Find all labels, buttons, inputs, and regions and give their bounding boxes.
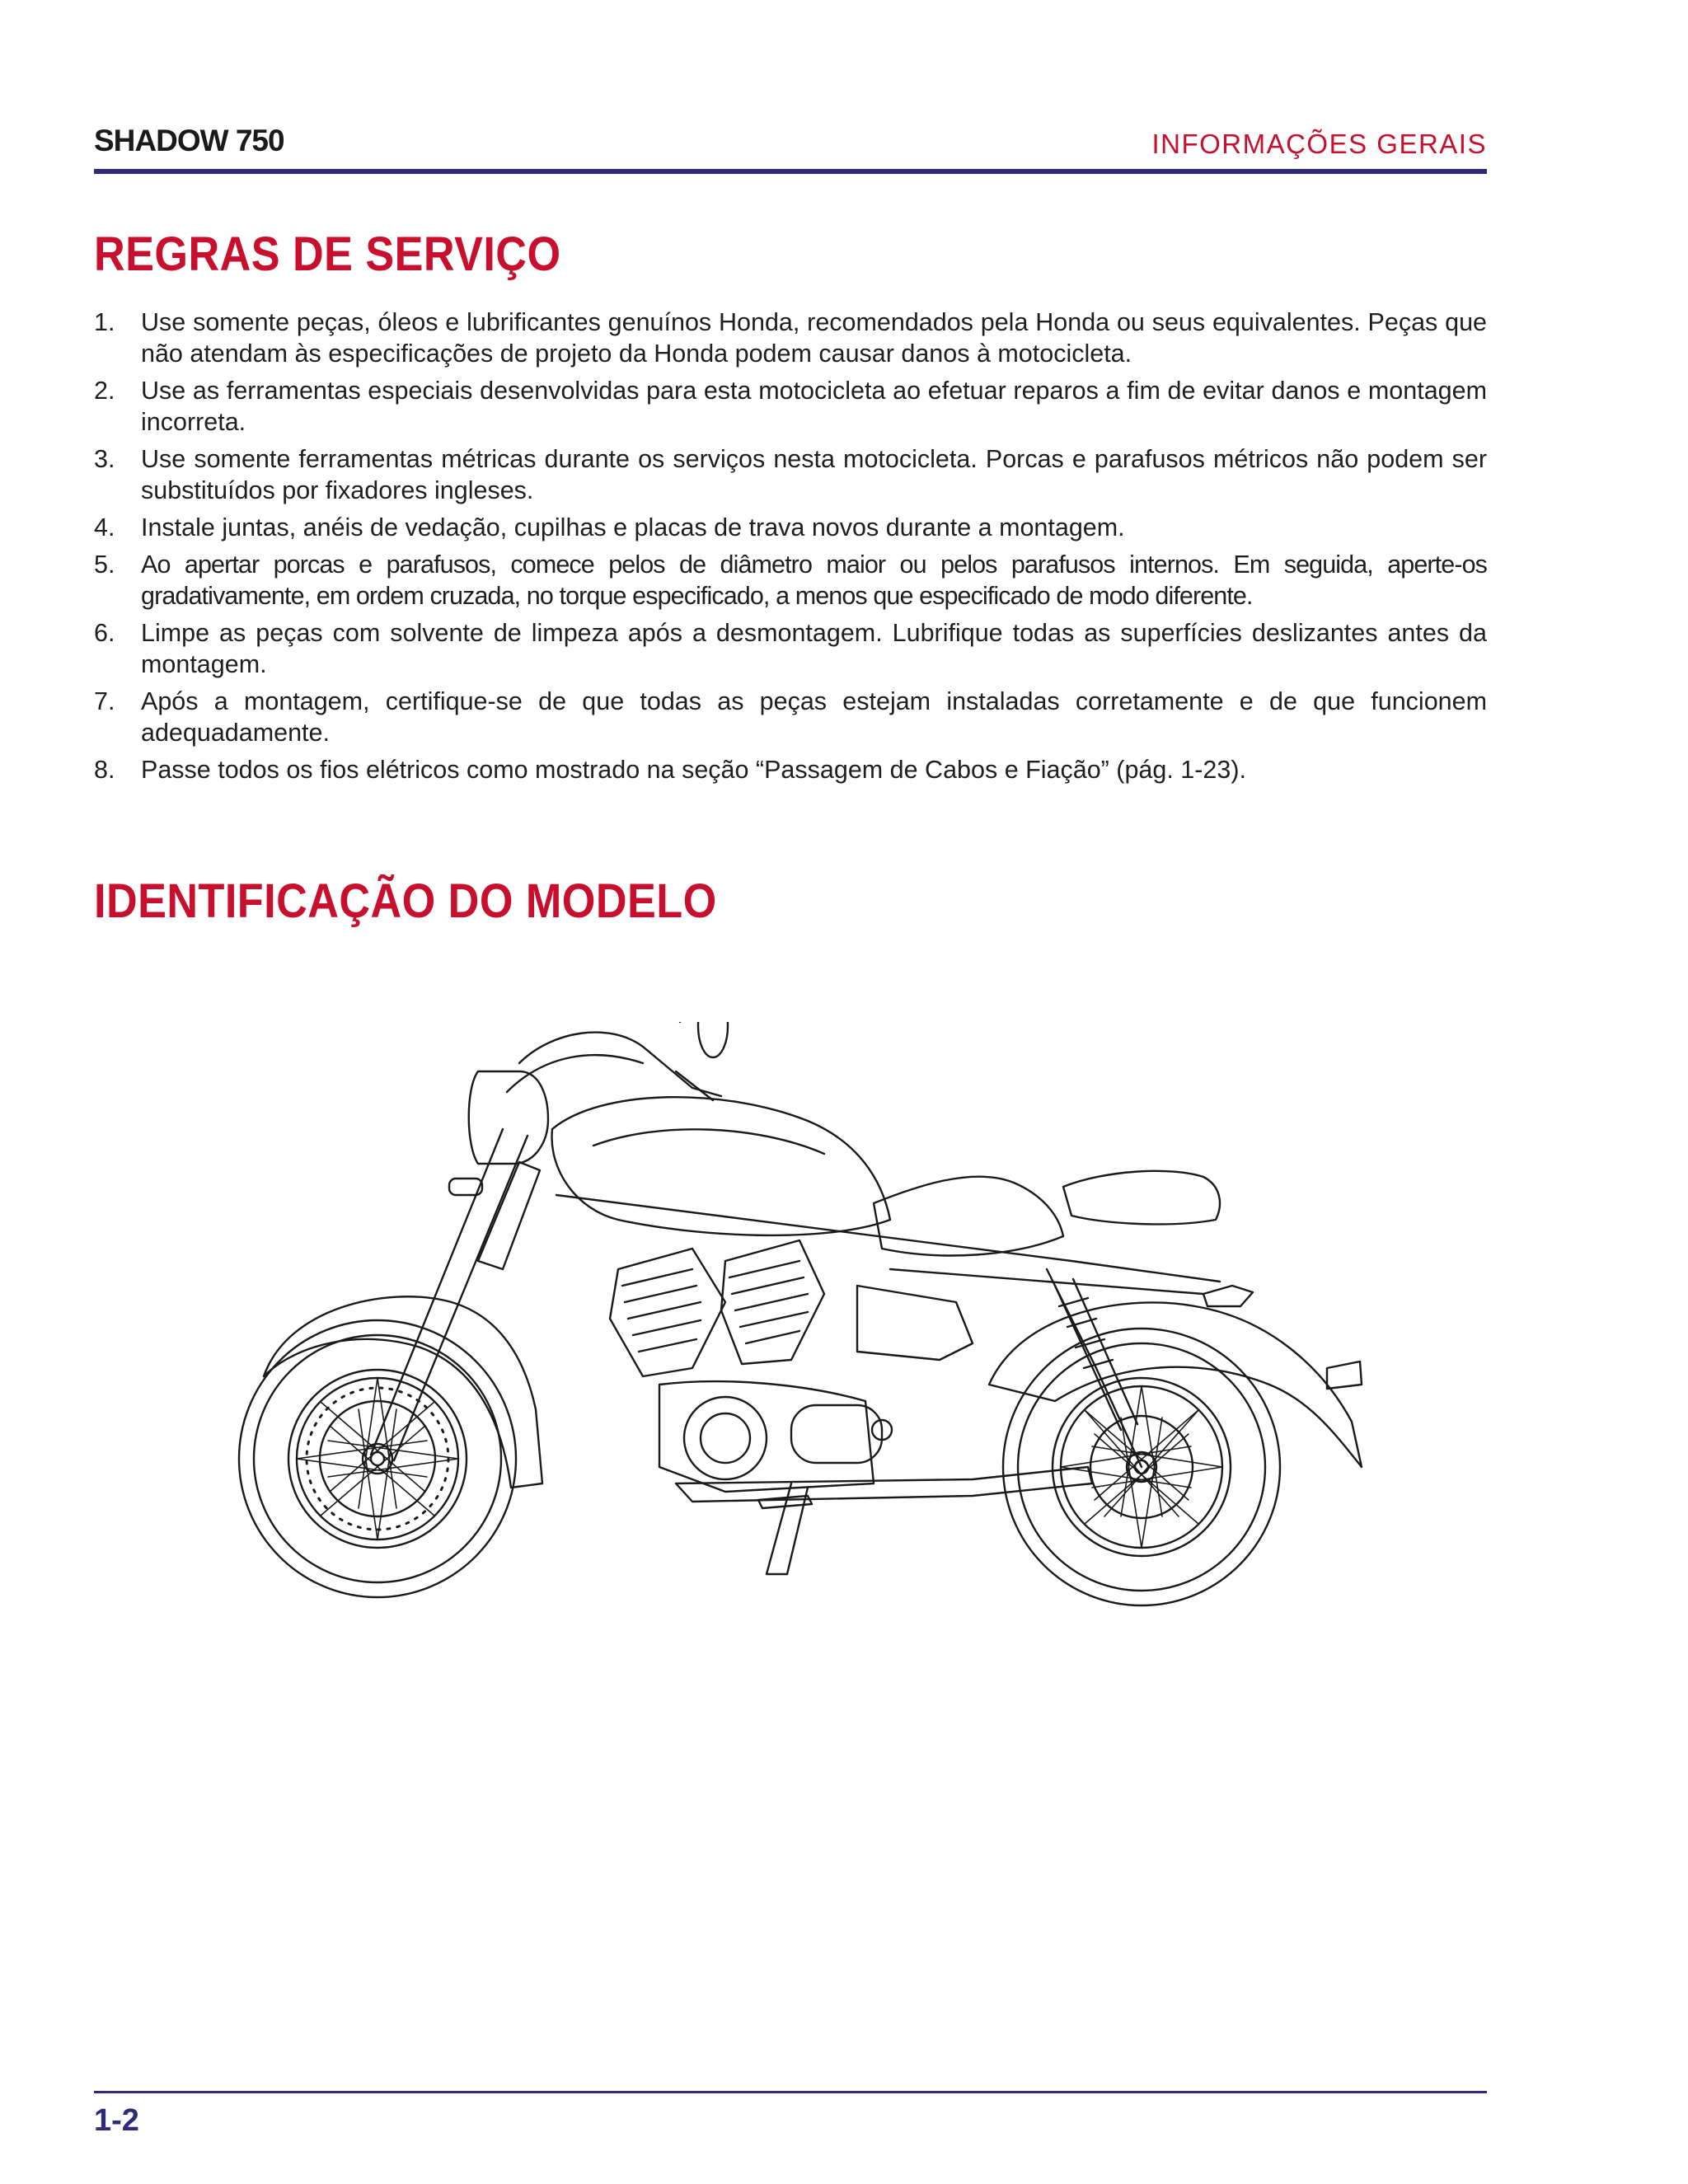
list-item — [94, 754, 1487, 785]
list-item-number: 6. — [94, 619, 115, 647]
list-item-text: Passe todos os fios elétricos como mostrado na seção “Passagem de Cabos e Fiação” (pág. 1-23). — [141, 756, 1246, 784]
headlight-icon — [469, 1071, 548, 1164]
list-item-text: Ao apertar porcas e parafusos, comece pelos de diâmetro maior ou pelos parafusos internos. Em seguida, aperte-os gradativamente, em ordem cruzada, no torque especificado, a menos que especificado de modo diferente. — [141, 551, 1487, 610]
list-item — [94, 512, 1487, 543]
engine — [610, 1240, 973, 1492]
model-name: SHADOW 750 — [94, 124, 284, 157]
frame — [556, 1195, 1362, 1467]
section-title-model-identification: IDENTIFICAÇÃO DO MODELO — [94, 874, 717, 928]
list-item — [94, 443, 1487, 506]
list-item-number: 5. — [94, 551, 115, 579]
list-item-number: 8. — [94, 756, 115, 784]
list-item-text: Use as ferramentas especiais desenvolvidas para esta motocicleta ao efetuar reparos a fim de evitar danos e montagem incorreta. — [141, 377, 1487, 436]
rear-shock — [1055, 1279, 1137, 1430]
fuel-tank — [552, 1097, 890, 1235]
list-item — [94, 686, 1487, 748]
list-item-text: Instale juntas, anéis de vedação, cupilhas e placas de trava novos durante a montagem. — [141, 513, 1125, 541]
list-item-number: 2. — [94, 377, 115, 405]
passenger-seat — [1063, 1171, 1220, 1225]
list-item — [94, 375, 1487, 438]
list-item-text: Após a montagem, certifique-se de que todas as peças estejam instaladas corretamente e de que funcionem adequadamente. — [141, 687, 1487, 747]
footer-divider — [94, 2091, 1487, 2093]
exhaust-pipe — [676, 1467, 1092, 1502]
list-item-text: Use somente peças, óleos e lubrificantes genuínos Honda, recomendados pela Honda ou seus equivalentes. Peças que não atendam às especificações de projeto da Honda podem causar danos à motocicleta. — [141, 308, 1487, 368]
handlebar — [507, 1022, 728, 1100]
page-header — [94, 124, 1487, 173]
service-rules-list — [94, 307, 1487, 791]
list-item-number: 7. — [94, 687, 115, 715]
list-item — [94, 307, 1487, 369]
list-item-text: Use somente ferramentas métricas durante os serviços nesta motocicleta. Porcas e parafusos métricos não podem ser substituídos por fixadores ingleses. — [141, 445, 1487, 504]
list-item-text: Limpe as peças com solvente de limpeza após a desmontagem. Lubrifique todas as superfícies deslizantes antes da montagem. — [141, 619, 1487, 678]
chapter-name: INFORMAÇÕES GERAIS — [1151, 129, 1487, 159]
section-title-service-rules: REGRAS DE SERVIÇO — [94, 227, 561, 281]
list-item-number: 4. — [94, 513, 115, 541]
header-divider — [94, 169, 1487, 174]
seat — [874, 1177, 1063, 1256]
page-number: 1-2 — [94, 2103, 139, 2138]
list-item-number: 1. — [94, 308, 115, 336]
list-item — [94, 549, 1487, 612]
list-item-number: 3. — [94, 445, 115, 473]
motorcycle-illustration — [231, 1022, 1401, 1615]
list-item — [94, 617, 1487, 680]
